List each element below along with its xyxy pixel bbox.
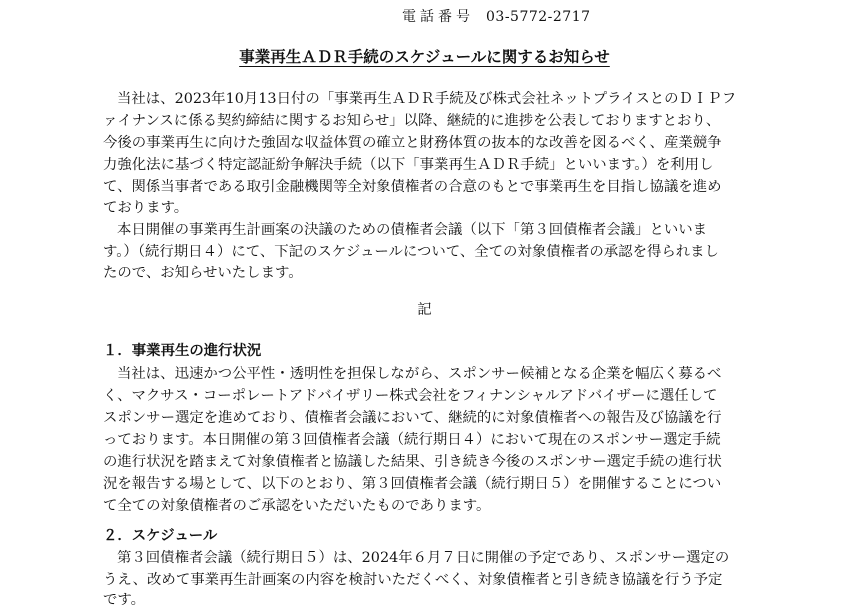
contact-phone-line (402, 6, 591, 26)
phone-number: 03-5772-2717 (486, 9, 591, 25)
intro-line: す。）（続行期日４）にて、下記のスケジュールについて、全ての対象債権者の承認を得られまし (103, 244, 719, 260)
intro-line: たので、お知らせいたします。 (103, 265, 303, 281)
section2-line: うえ、改めて事業再生計画案の内容を検討いただくべく、対象債権者と引き続き協議を行う予定 (103, 572, 723, 588)
intro-line: 今後の事業再生に向けた強固な収益体質の確立と財務体質の抜本的な改善を図るべく、産業競争 (103, 135, 722, 151)
intro-line: 本日開催の事業再生計画案の決議のための債権者会議（以下「第３回債権者会議」といいま (117, 222, 708, 238)
section2-line: 第３回債権者会議（続行期日５）は、2024年６月７日に開催の予定であり、スポンサー選定の (117, 550, 730, 566)
section1-line: スポンサー選定を進めており、債権者会議において、継続的に対象債権者への報告及び協議を行 (103, 410, 722, 426)
ki-marker: 記 (417, 302, 432, 318)
phone-label: 電話番号 (402, 9, 474, 25)
intro-line: ァイナンスに係る契約締結に関するお知らせ」以降、継続的に進捗を公表しておりますとおり、 (103, 113, 721, 129)
section1-heading: １．事業再生の進行状況 (103, 343, 262, 359)
document-title: 事業再生ＡＤＲ手続のスケジュールに関するお知らせ (239, 48, 610, 66)
section2-heading: ２．スケジュール (103, 528, 218, 544)
intro-line: て、関係当事者である取引金融機関等全対象債権者の合意のもとで事業再生を目指し協議を進め (103, 179, 722, 195)
section1-line: っております。本日開催の第３回債権者会議（続行期日４）において現在のスポンサー選定手続 (103, 432, 721, 448)
section1-line: て全ての対象債権者のご承認をいただいたものであります。 (103, 498, 491, 514)
section1-line: 当社は、迅速かつ公平性・透明性を担保しながら、スポンサー候補となる企業を幅広く募るべ (117, 366, 722, 382)
intro-line: 当社は、2023年10月13日付の「事業再生ＡＤＲ手続及び株式会社ネットプライスとのＤＩＰフ (117, 91, 737, 107)
intro-line: ております。 (103, 200, 189, 216)
section1-line: 況を報告する場として、以下のとおり、第３回債権者会議（続行期日５）を開催することについ (103, 476, 722, 492)
section1-line: の進行状況を踏まえて対象債権者と協議した結果、引き続き今後のスポンサー選定手続の進行状 (103, 454, 722, 470)
intro-line: 力強化法に基づく特定認証紛争解決手続（以下「事業再生ＡＤＲ手続」といいます。）を利用し (103, 157, 714, 173)
section2-line: です。 (103, 592, 146, 608)
section1-line: く、マクサス・コーポレートアドバイザリー株式会社をフィナンシャルアドバイザーに選任して (103, 388, 718, 404)
